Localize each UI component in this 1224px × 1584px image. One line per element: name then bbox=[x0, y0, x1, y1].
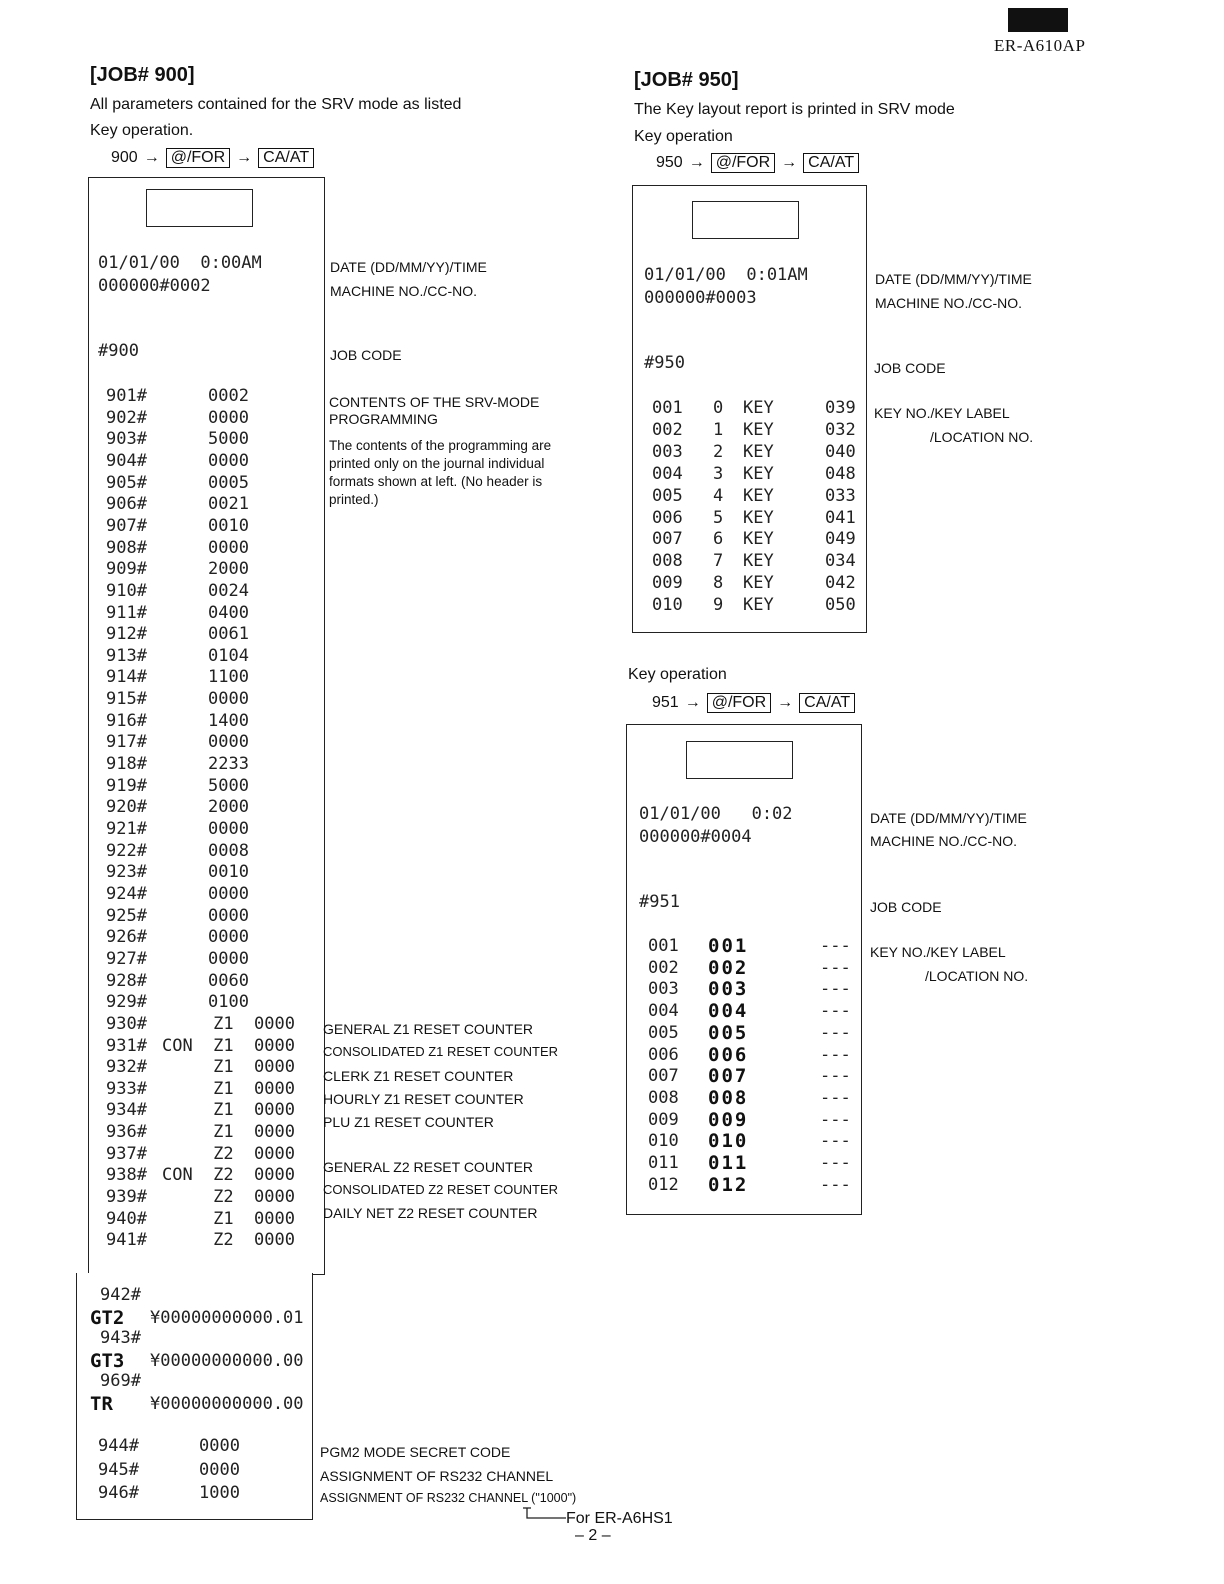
row-value: 0000 bbox=[208, 732, 249, 752]
row-code: 905# bbox=[106, 473, 147, 493]
row-value: 0400 bbox=[208, 603, 249, 623]
job-900-key-sequence bbox=[111, 148, 314, 168]
gt-code: 969# bbox=[100, 1371, 141, 1391]
key-big-label: 006 bbox=[708, 1044, 749, 1066]
key-number: 009 bbox=[652, 573, 683, 593]
row-value: 0000 bbox=[254, 1187, 295, 1207]
row-value: 0000 bbox=[254, 1057, 295, 1077]
corner-tab-mark bbox=[1008, 8, 1068, 32]
row-code: 911# bbox=[106, 603, 147, 623]
key-digit: 0 bbox=[713, 398, 724, 418]
row-value: 0000 bbox=[254, 1100, 295, 1120]
key-location: 040 bbox=[825, 442, 856, 462]
gt-code: 942# bbox=[100, 1285, 141, 1305]
key-location: --- bbox=[820, 958, 851, 978]
row-value: 2233 bbox=[208, 754, 249, 774]
row-code: 931# bbox=[106, 1036, 147, 1056]
label-date-time: DATE (DD/MM/YY)/TIME bbox=[870, 810, 1027, 826]
ca-at-key: CA/AT bbox=[258, 148, 314, 168]
key-number: 010 bbox=[648, 1131, 679, 1151]
row-code: 940# bbox=[106, 1209, 147, 1229]
arrow-icon: → bbox=[143, 149, 160, 166]
row-code: 920# bbox=[106, 797, 147, 817]
key-label: KEY bbox=[743, 442, 774, 462]
row-value: 2000 bbox=[208, 559, 249, 579]
row-value: 5000 bbox=[208, 776, 249, 796]
label-rs232-channel: ASSIGNMENT OF RS232 CHANNEL bbox=[320, 1468, 554, 1484]
row-value: 5000 bbox=[208, 429, 249, 449]
row-value: 0008 bbox=[208, 841, 249, 861]
key-location: 039 bbox=[825, 398, 856, 418]
key-location: 034 bbox=[825, 551, 856, 571]
row-value: 0010 bbox=[208, 862, 249, 882]
row-flag: Z1 bbox=[162, 1122, 234, 1142]
job-950-keyop-label: Key operation bbox=[634, 128, 733, 145]
label-job-code: JOB CODE bbox=[874, 360, 946, 376]
row-code: 921# bbox=[106, 819, 147, 839]
row-code: 916# bbox=[106, 711, 147, 731]
label-date-time: DATE (DD/MM/YY)/TIME bbox=[330, 259, 487, 275]
job-950-description: The Key layout report is printed in SRV mode bbox=[634, 101, 955, 118]
key-label: KEY bbox=[743, 398, 774, 418]
row-value: 1100 bbox=[208, 667, 249, 687]
key-number: 010 bbox=[652, 595, 683, 615]
row-value: 2000 bbox=[208, 797, 249, 817]
gt-tag: GT2 bbox=[90, 1307, 125, 1329]
row-code: 904# bbox=[106, 451, 147, 471]
job-950-key-sequence bbox=[656, 153, 859, 173]
key-location: 042 bbox=[825, 573, 856, 593]
row-value: 0000 bbox=[199, 1436, 240, 1456]
row-code: 922# bbox=[106, 841, 147, 861]
key-number: 008 bbox=[648, 1088, 679, 1108]
row-value: 0100 bbox=[208, 992, 249, 1012]
job-950-title: [JOB# 950] bbox=[634, 69, 739, 91]
row-code: 912# bbox=[106, 624, 147, 644]
receipt-machine-number: 000000#0003 bbox=[644, 288, 757, 308]
key-number: 003 bbox=[648, 979, 679, 999]
key-location: 048 bbox=[825, 464, 856, 484]
for-key: @/FOR bbox=[711, 153, 775, 173]
row-flag: Z1 bbox=[162, 1100, 234, 1120]
gt-tag: GT3 bbox=[90, 1350, 125, 1372]
row-code: 936# bbox=[106, 1122, 147, 1142]
row-value: 0104 bbox=[208, 646, 249, 666]
row-code: 902# bbox=[106, 408, 147, 428]
label-general-z2: GENERAL Z2 RESET COUNTER bbox=[323, 1159, 534, 1175]
key-label: KEY bbox=[743, 486, 774, 506]
model-number: ER-A610AP bbox=[994, 36, 1086, 55]
job-900-description: All parameters contained for the SRV mode as listed bbox=[90, 96, 462, 113]
ca-at-key: CA/AT bbox=[803, 153, 859, 173]
row-code: 929# bbox=[106, 992, 147, 1012]
key-digit: 1 bbox=[713, 420, 724, 440]
gt-value: ¥00000000000.00 bbox=[150, 1351, 304, 1371]
receipt-machine-number: 000000#0002 bbox=[98, 276, 211, 296]
label-date-time: DATE (DD/MM/YY)/TIME bbox=[875, 271, 1032, 287]
receipt-job-code: #950 bbox=[644, 353, 685, 373]
receipt-machine-number: 000000#0004 bbox=[639, 827, 752, 847]
row-flag: CON Z2 bbox=[162, 1165, 234, 1185]
row-flag: Z2 bbox=[162, 1230, 234, 1250]
receipt-date-time: 01/01/00 0:00AM bbox=[98, 253, 262, 273]
key-location: --- bbox=[820, 1066, 851, 1086]
label-job-code: JOB CODE bbox=[330, 347, 402, 363]
key-number: 007 bbox=[652, 529, 683, 549]
key-big-label: 008 bbox=[708, 1087, 749, 1109]
receipt-logo-box bbox=[146, 189, 253, 227]
receipt-job-code: #900 bbox=[98, 341, 139, 361]
key-number: 011 bbox=[648, 1153, 679, 1173]
label-location-no: /LOCATION NO. bbox=[925, 968, 1029, 984]
row-flag: Z2 bbox=[162, 1144, 234, 1164]
row-value: 1400 bbox=[208, 711, 249, 731]
row-value: 0021 bbox=[208, 494, 249, 514]
note-line1: The contents of the programming are bbox=[329, 438, 552, 453]
row-flag: Z1 bbox=[162, 1079, 234, 1099]
for-key: @/FOR bbox=[166, 148, 230, 168]
row-value: 0002 bbox=[208, 386, 249, 406]
label-machine-no: MACHINE NO./CC-NO. bbox=[870, 833, 1017, 849]
key-location: --- bbox=[820, 1131, 851, 1151]
label-machine-no: MACHINE NO./CC-NO. bbox=[875, 295, 1022, 311]
key-big-label: 005 bbox=[708, 1022, 749, 1044]
key-number: 009 bbox=[648, 1110, 679, 1130]
key-number: 007 bbox=[648, 1066, 679, 1086]
note-line4: printed.) bbox=[329, 492, 379, 507]
key-big-label: 002 bbox=[708, 957, 749, 979]
key-label: KEY bbox=[743, 595, 774, 615]
key-label: KEY bbox=[743, 464, 774, 484]
row-code: 939# bbox=[106, 1187, 147, 1207]
key-digit: 6 bbox=[713, 529, 724, 549]
page-number: – 2 – bbox=[575, 1527, 611, 1544]
key-location: 041 bbox=[825, 508, 856, 528]
key-label: KEY bbox=[743, 573, 774, 593]
key-location: --- bbox=[820, 1110, 851, 1130]
row-code: 944# bbox=[98, 1436, 139, 1456]
row-code: 909# bbox=[106, 559, 147, 579]
row-value: 0000 bbox=[199, 1460, 240, 1480]
row-code: 903# bbox=[106, 429, 147, 449]
label-job-code: JOB CODE bbox=[870, 899, 942, 915]
key-location: --- bbox=[820, 1001, 851, 1021]
row-code: 918# bbox=[106, 754, 147, 774]
key-sequence-number: 951 bbox=[652, 694, 679, 711]
row-code: 938# bbox=[106, 1165, 147, 1185]
key-location: --- bbox=[820, 1153, 851, 1173]
key-location: 050 bbox=[825, 595, 856, 615]
arrow-icon: → bbox=[781, 154, 798, 171]
key-location: --- bbox=[820, 1088, 851, 1108]
key-location: 032 bbox=[825, 420, 856, 440]
row-code: 932# bbox=[106, 1057, 147, 1077]
label-key-no: KEY NO./KEY LABEL bbox=[870, 944, 1006, 960]
label-clerk-z1: CLERK Z1 RESET COUNTER bbox=[323, 1068, 514, 1084]
key-big-label: 010 bbox=[708, 1130, 749, 1152]
ca-at-key: CA/AT bbox=[799, 693, 855, 713]
note-line2: printed only on the journal individual bbox=[329, 456, 545, 471]
gt-value: ¥00000000000.01 bbox=[150, 1308, 304, 1328]
row-code: 919# bbox=[106, 776, 147, 796]
key-big-label: 001 bbox=[708, 935, 749, 957]
key-digit: 8 bbox=[713, 573, 724, 593]
row-code: 914# bbox=[106, 667, 147, 687]
gt-tag: TR bbox=[90, 1393, 113, 1415]
row-code: 907# bbox=[106, 516, 147, 536]
row-value: 0000 bbox=[254, 1209, 295, 1229]
row-value: 0000 bbox=[208, 538, 249, 558]
job-951-keyop-label: Key operation bbox=[628, 666, 727, 683]
label-contents-line1: CONTENTS OF THE SRV-MODE bbox=[329, 394, 540, 410]
row-code: 901# bbox=[106, 386, 147, 406]
row-value: 0060 bbox=[208, 971, 249, 991]
key-digit: 3 bbox=[713, 464, 724, 484]
row-value: 0000 bbox=[254, 1079, 295, 1099]
label-machine-no: MACHINE NO./CC-NO. bbox=[330, 283, 477, 299]
job-951-key-sequence bbox=[652, 693, 855, 713]
note-line3: formats shown at left. (No header is bbox=[329, 474, 543, 489]
key-location: --- bbox=[820, 1023, 851, 1043]
row-code: 923# bbox=[106, 862, 147, 882]
label-consolidated-z1: CONSOLIDATED Z1 RESET COUNTER bbox=[323, 1044, 558, 1059]
row-value: 0000 bbox=[254, 1165, 295, 1185]
key-location: --- bbox=[820, 936, 851, 956]
key-label: KEY bbox=[743, 551, 774, 571]
arrow-icon: → bbox=[688, 154, 705, 171]
row-value: 0010 bbox=[208, 516, 249, 536]
row-flag: Z1 bbox=[162, 1209, 234, 1229]
job-900-title: [JOB# 900] bbox=[90, 64, 195, 86]
key-location: 049 bbox=[825, 529, 856, 549]
row-value: 0024 bbox=[208, 581, 249, 601]
label-key-no: KEY NO./KEY LABEL bbox=[874, 405, 1010, 421]
arrow-icon: → bbox=[236, 149, 253, 166]
row-code: 937# bbox=[106, 1144, 147, 1164]
key-digit: 4 bbox=[713, 486, 724, 506]
label-contents-line2: PROGRAMMING bbox=[329, 411, 438, 427]
arrow-icon: → bbox=[777, 694, 794, 711]
row-code: 941# bbox=[106, 1230, 147, 1250]
row-code: 910# bbox=[106, 581, 147, 601]
job-900-keyop-label: Key operation. bbox=[90, 122, 194, 139]
row-code: 913# bbox=[106, 646, 147, 666]
key-big-label: 011 bbox=[708, 1152, 749, 1174]
row-flag: CON Z1 bbox=[162, 1036, 234, 1056]
for-key: @/FOR bbox=[707, 693, 771, 713]
row-value: 0000 bbox=[208, 408, 249, 428]
label-plu-z1: PLU Z1 RESET COUNTER bbox=[323, 1114, 494, 1130]
key-digit: 5 bbox=[713, 508, 724, 528]
row-code: 926# bbox=[106, 927, 147, 947]
receipt-date-time: 01/01/00 0:02 bbox=[639, 804, 793, 824]
receipt-logo-box bbox=[692, 201, 799, 239]
key-digit: 7 bbox=[713, 551, 724, 571]
key-big-label: 009 bbox=[708, 1109, 749, 1131]
row-code: 906# bbox=[106, 494, 147, 514]
key-number: 006 bbox=[648, 1045, 679, 1065]
gt-value: ¥00000000000.00 bbox=[150, 1394, 304, 1414]
key-location: --- bbox=[820, 1045, 851, 1065]
key-digit: 2 bbox=[713, 442, 724, 462]
key-big-label: 007 bbox=[708, 1065, 749, 1087]
key-number: 012 bbox=[648, 1175, 679, 1195]
key-big-label: 012 bbox=[708, 1174, 749, 1196]
row-value: 0000 bbox=[208, 819, 249, 839]
key-big-label: 004 bbox=[708, 1000, 749, 1022]
row-code: 945# bbox=[98, 1460, 139, 1480]
row-value: 0000 bbox=[254, 1014, 295, 1034]
row-value: 0061 bbox=[208, 624, 249, 644]
row-value: 0000 bbox=[254, 1122, 295, 1142]
row-value: 0000 bbox=[208, 949, 249, 969]
key-number: 008 bbox=[652, 551, 683, 571]
row-value: 0000 bbox=[208, 906, 249, 926]
receipt-logo-box bbox=[686, 741, 793, 779]
row-code: 908# bbox=[106, 538, 147, 558]
key-number: 002 bbox=[652, 420, 683, 440]
key-number: 001 bbox=[652, 398, 683, 418]
key-sequence-number: 900 bbox=[111, 149, 138, 166]
row-code: 928# bbox=[106, 971, 147, 991]
row-value: 0000 bbox=[208, 884, 249, 904]
label-pgm2-secret: PGM2 MODE SECRET CODE bbox=[320, 1444, 511, 1460]
row-flag: Z1 bbox=[162, 1057, 234, 1077]
key-number: 001 bbox=[648, 936, 679, 956]
key-number: 002 bbox=[648, 958, 679, 978]
label-location-no: /LOCATION NO. bbox=[930, 429, 1034, 445]
row-code: 915# bbox=[106, 689, 147, 709]
key-sequence-number: 950 bbox=[656, 154, 683, 171]
row-code: 933# bbox=[106, 1079, 147, 1099]
row-code: 924# bbox=[106, 884, 147, 904]
key-label: KEY bbox=[743, 420, 774, 440]
key-number: 005 bbox=[648, 1023, 679, 1043]
key-number: 006 bbox=[652, 508, 683, 528]
bracket-line bbox=[520, 1506, 568, 1522]
label-rs232-channel-1000: ASSIGNMENT OF RS232 CHANNEL ("1000") bbox=[320, 1491, 577, 1505]
label-consolidated-z2: CONSOLIDATED Z2 RESET COUNTER bbox=[323, 1182, 558, 1197]
row-value: 1000 bbox=[199, 1483, 240, 1503]
row-value: 0000 bbox=[208, 689, 249, 709]
arrow-icon: → bbox=[684, 694, 701, 711]
key-number: 004 bbox=[652, 464, 683, 484]
label-general-z1: GENERAL Z1 RESET COUNTER bbox=[323, 1021, 534, 1037]
row-value: 0000 bbox=[254, 1036, 295, 1056]
row-code: 946# bbox=[98, 1483, 139, 1503]
footnote-for-model: For ER-A6HS1 bbox=[566, 1510, 673, 1527]
row-flag: Z2 bbox=[162, 1187, 234, 1207]
row-value: 0000 bbox=[254, 1144, 295, 1164]
receipt-date-time: 01/01/00 0:01AM bbox=[644, 265, 808, 285]
row-code: 934# bbox=[106, 1100, 147, 1120]
key-number: 004 bbox=[648, 1001, 679, 1021]
gt-code: 943# bbox=[100, 1328, 141, 1348]
row-value: 0000 bbox=[254, 1230, 295, 1250]
receipt-job-code: #951 bbox=[639, 892, 680, 912]
key-digit: 9 bbox=[713, 595, 724, 615]
label-daily-net-z2: DAILY NET Z2 RESET COUNTER bbox=[323, 1205, 538, 1221]
row-value: 0000 bbox=[208, 451, 249, 471]
row-value: 0005 bbox=[208, 473, 249, 493]
key-label: KEY bbox=[743, 508, 774, 528]
key-location: 033 bbox=[825, 486, 856, 506]
row-code: 930# bbox=[106, 1014, 147, 1034]
row-code: 927# bbox=[106, 949, 147, 969]
label-hourly-z1: HOURLY Z1 RESET COUNTER bbox=[323, 1091, 524, 1107]
key-number: 003 bbox=[652, 442, 683, 462]
row-value: 0000 bbox=[208, 927, 249, 947]
row-code: 917# bbox=[106, 732, 147, 752]
key-location: --- bbox=[820, 1175, 851, 1195]
key-big-label: 003 bbox=[708, 978, 749, 1000]
row-code: 925# bbox=[106, 906, 147, 926]
key-label: KEY bbox=[743, 529, 774, 549]
row-flag: Z1 bbox=[162, 1014, 234, 1034]
key-number: 005 bbox=[652, 486, 683, 506]
key-location: --- bbox=[820, 979, 851, 999]
